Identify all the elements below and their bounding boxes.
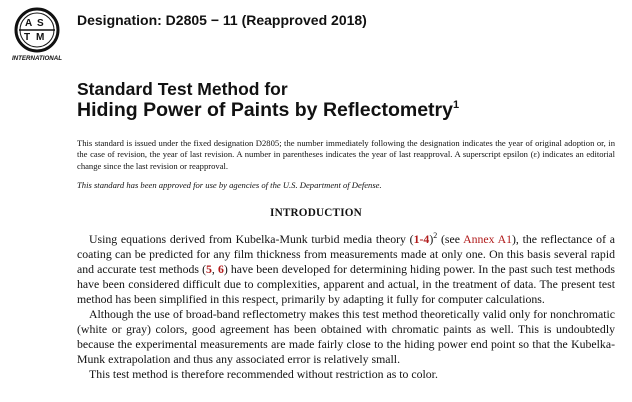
astm-logo — [9, 6, 65, 62]
page-title — [77, 80, 459, 121]
p1-text-d: ), the reflectance of a coating can be predicted for any film thickness from measurements made at only one. On this basis several rapid and accurate test methods ( — [77, 232, 615, 276]
introduction-heading: INTRODUCTION — [270, 207, 362, 219]
issuance-notice: This standard is issued under the fixed designation D2805; the number immediately following the designation indicates the year of original adoption or, in the case of revision, the year of last revision. A number in parentheses indicates the year of last reapproval. A superscript epsilon (ε) indicates an editorial change since the last revision or reapproval. — [77, 138, 615, 171]
title-line-1: Standard Test Method for — [77, 79, 288, 99]
svg-text:M: M — [36, 32, 45, 43]
intro-paragraph-3: This test method is therefore recommended without restriction as to color. — [89, 367, 438, 381]
svg-text:T: T — [24, 32, 31, 43]
p1-separator: , — [211, 262, 218, 276]
annex-a1-link[interactable]: Annex A1 — [463, 232, 512, 246]
introduction-body — [77, 230, 615, 382]
title-line-2-text: Hiding Power of Paints by Reflectometry — [77, 98, 453, 121]
reference-link-5[interactable]: 5 — [206, 262, 212, 276]
reference-link-1-4[interactable]: 1-4 — [413, 232, 430, 246]
p1-text-c: (see — [437, 232, 464, 246]
p1-text-a: Using equations derived from Kubelka-Munk turbid media theory ( — [89, 232, 414, 246]
intro-paragraph-1 — [77, 232, 615, 307]
designation: Designation: D2805 − 11 (Reapproved 2018) — [77, 12, 367, 28]
title-footnote-link[interactable]: 1 — [452, 98, 460, 111]
dod-approval-note: This standard has been approved for use by agencies of the U.S. Department of Defense. — [77, 180, 382, 190]
reference-link-6[interactable]: 6 — [217, 262, 224, 276]
intro-paragraph-2: Although the use of broad-band reflectometry makes this test method theoretically valid only for nonchromatic (white or gray) colors, good agreement has been obtained with chromatic paints as well. This is undoubtedly because the experimental measurements are made fairly close to the hiding power end point so that the Kubelka-Munk extrapolation and thus any associated error is relatively small. — [77, 307, 615, 366]
svg-text:S: S — [37, 18, 44, 29]
logo-label: INTERNATIONAL — [11, 55, 63, 62]
svg-text:A: A — [25, 18, 33, 29]
p1-text-b: ) — [429, 232, 434, 246]
title-line-2 — [77, 100, 459, 122]
p1-text-e: ) have been developed for determining hiding power. In the past such test methods have been considered difficult due to complexities, apparent and actual, in the treatment of data. The present test method has been simplified in this respect, primarily by adapting it fully for computer calculations. — [77, 262, 615, 306]
footnote-link-2[interactable]: 2 — [433, 231, 438, 240]
